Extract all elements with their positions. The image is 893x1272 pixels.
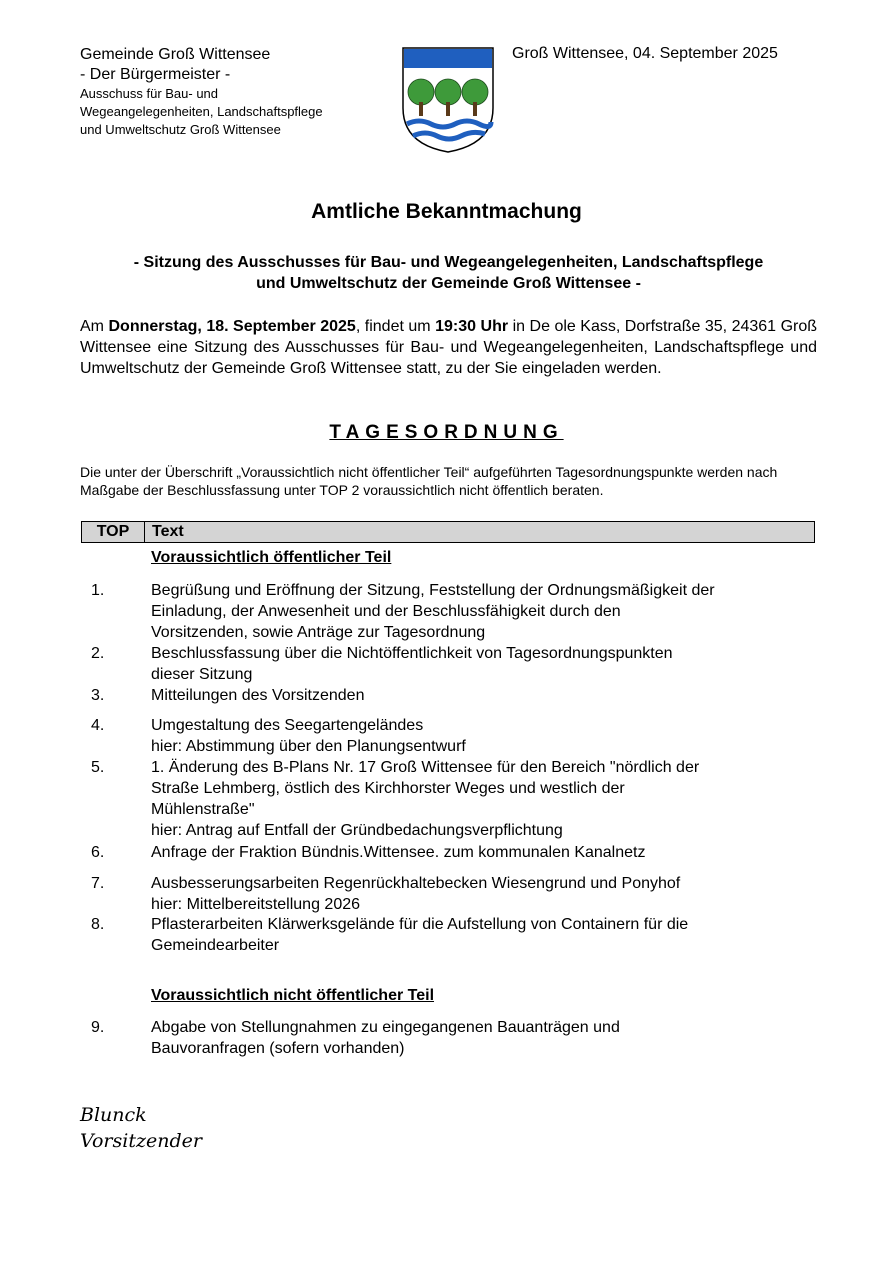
intro-text: in De ole Kass, Dorfstraße 35, 24361 Groß Wittensee eine Sitzung des Ausschusses für Bau- und Wegeangelegenheiten, Landschaftspflege und Umweltschutz der Gemeinde Groß Wittensee statt, zu der Sie eingeladen werden. [80, 318, 818, 377]
agenda-heading: TAGESORDNUNG [329, 422, 564, 443]
item-text: Mitteilungen des Vorsitzenden [151, 687, 365, 704]
table-header [81, 521, 815, 543]
item-number: 6. [91, 844, 105, 861]
public-section-heading: Voraussichtlich öffentlicher Teil [151, 549, 392, 566]
item-text: Ausbesserungsarbeiten Regenrückhaltebecken Wiesengrund und Ponyhof hier: Mittelbereitstellung 2026 [151, 875, 681, 913]
sender-block [80, 45, 323, 139]
page-title: Amtliche Bekanntmachung [311, 200, 582, 223]
item-text: Abgabe von Stellungnahmen zu eingegangenen Bauanträgen und Bauvoranfragen (sofern vorhanden) [151, 1019, 620, 1057]
coat-of-arms-icon [401, 46, 495, 154]
subtitle-line: und Umweltschutz der Gemeinde Groß Wittensee - [256, 275, 641, 292]
subtitle-line: - Sitzung des Ausschusses für Bau- und Wegeangelegenheiten, Landschaftspflege [133, 254, 764, 271]
agenda-note: Die unter der Überschrift „Voraussichtlich nicht öffentlicher Teil“ aufgeführten Tagesordnungspunkte werden nach Maßgabe der Beschlussfassung unter TOP 2 voraussichtlich nicht öffentlich beraten. [80, 464, 778, 498]
committee-line: Wegeangelegenheiten, Landschaftspflege [80, 104, 323, 119]
item-text: 1. Änderung des B-Plans Nr. 17 Groß Wittensee für den Bereich "nördlich der Straße Lehmberg, östlich des Kirchhorster Weges und westlich der Mühlenstraße" hier: Antrag auf Entfall der Gründbedachungsverpflichtung [151, 759, 700, 839]
signature-name: Blunck [80, 1104, 147, 1126]
item-number: 3. [91, 687, 105, 704]
column-header-text: Text [152, 523, 184, 540]
office-name: - Der Bürgermeister - [80, 66, 231, 83]
item-number: 7. [91, 875, 105, 892]
committee-line: und Umweltschutz Groß Wittensee [80, 122, 281, 137]
intro-paragraph [80, 316, 817, 379]
item-number: 8. [91, 916, 105, 933]
intro-text: , findet um [355, 318, 436, 335]
place-date: Groß Wittensee, 04. September 2025 [512, 45, 778, 62]
nonpublic-section-heading: Voraussichtlich nicht öffentlicher Teil [151, 987, 435, 1004]
meeting-subtitle [80, 252, 817, 294]
signature-role: Vorsitzender [80, 1130, 202, 1152]
item-number: 2. [91, 645, 105, 662]
committee-line: Ausschuss für Bau- und [80, 86, 219, 101]
item-text: Beschlussfassung über die Nichtöffentlichkeit von Tagesordnungspunkten dieser Sitzung [151, 645, 673, 683]
column-header-top: TOP [82, 522, 145, 542]
item-text: Pflasterarbeiten Klärwerksgelände für die Aufstellung von Containern für die Gemeindearbeiter [151, 916, 689, 954]
intro-text: Am [80, 318, 109, 335]
item-number: 9. [91, 1019, 105, 1036]
municipality-name: Gemeinde Groß Wittensee [80, 46, 271, 63]
item-number: 4. [91, 717, 105, 734]
meeting-time: 19:30 Uhr [435, 318, 509, 335]
item-text: Anfrage der Fraktion Bündnis.Wittensee. zum kommunalen Kanalnetz [151, 844, 646, 861]
item-number: 1. [91, 582, 105, 599]
item-number: 5. [91, 759, 105, 776]
meeting-day: Donnerstag, 18. September 2025 [108, 318, 356, 335]
item-text: Umgestaltung des Seegartengeländes hier: Abstimmung über den Planungsentwurf [151, 717, 466, 755]
signature [80, 1102, 202, 1154]
item-text: Begrüßung und Eröffnung der Sitzung, Feststellung der Ordnungsmäßigkeit der Einladung, der Anwesenheit und der Beschlussfähigkeit durch den Vorsitzenden, sowie Anträge zur Tagesordnung [151, 582, 715, 641]
